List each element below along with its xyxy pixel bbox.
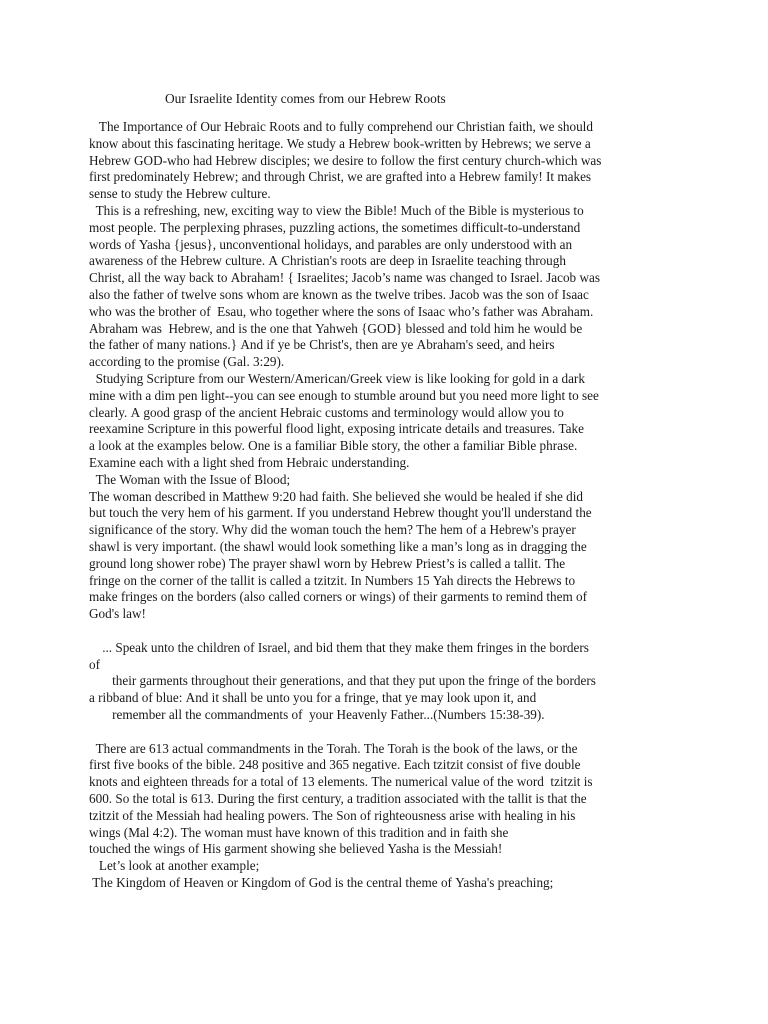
text-line: fringe on the corner of the tallit is called a tzitzit. In Numbers 15 Yah directs the Hebrews to <box>89 572 576 588</box>
text-line: The woman described in Matthew 9:20 had faith. She believed she would be healed if she did <box>89 488 584 504</box>
text-line: who was the brother of Esau, who together where the sons of Isaac who’s father was Abraham. <box>89 303 594 319</box>
text-line: according to the promise (Gal. 3:29). <box>89 354 285 370</box>
text-line: significance of the story. Why did the woman touch the hem? The hem of a Hebrew's prayer <box>89 522 576 538</box>
text-line: sense to study the Hebrew culture. <box>89 186 271 202</box>
text-line: Studying Scripture from our Western/American/Greek view is like looking for gold in a dark <box>89 371 585 386</box>
text-line: first predominately Hebrew; and through Christ, we are grafted into a Hebrew family! It makes <box>89 169 592 185</box>
text-line: reexamine Scripture in this powerful flood light, exposing intricate details and treasures. Take <box>89 421 584 437</box>
text-line: Let’s look at another example; <box>89 858 260 874</box>
text-line: most people. The perplexing phrases, puzzling actions, the sometimes difficult-to-understand <box>89 219 581 235</box>
text-line: words of Yasha {jesus}, unconventional holidays, and parables are only understood with an <box>89 236 573 252</box>
text-line: Examine each with a light shed from Hebraic understanding. <box>89 455 410 470</box>
text-line: The Woman with the Issue of Blood; <box>89 471 291 487</box>
text-line: clearly. A good grasp of the ancient Hebraic customs and terminology would allow you to <box>89 404 564 420</box>
text-line: of <box>89 656 100 672</box>
text-line: a ribband of blue: And it shall be unto you for a fringe, that ye may look upon it, and <box>89 690 537 706</box>
text-line: make fringes on the borders (also called corners or wings) of their garments to remind them of <box>89 589 588 605</box>
text-line: wings (Mal 4:2). The woman must have known of this tradition and in faith she <box>89 824 509 840</box>
text-line: tzitzit of the Messiah had healing powers. The Son of righteousness arise with healing in his <box>89 807 576 823</box>
text-line: remember all the commandments of your Heavenly Father...(Numbers 15:38-39). <box>89 707 545 722</box>
text-line: a look at the examples below. One is a familiar Bible story, the other a familiar Bible phrase. <box>89 438 578 454</box>
text-line: also the father of twelve sons whom are known as the twelve tribes. Jacob was the son of Isaac <box>89 287 589 302</box>
text-line: mine with a dim pen light--you can see enough to stumble around but you need more light to see <box>89 387 599 403</box>
text-line: The Kingdom of Heaven or Kingdom of God is the central theme of Yasha's preaching; <box>89 875 554 890</box>
text-line: Christ, all the way back to Abraham! { Israelites; Jacob’s name was changed to Israel. Jacob was <box>89 270 600 286</box>
text-line: first five books of the bible. 248 positive and 365 negative. Each tzitzit consist of five double <box>89 757 581 773</box>
text-line: ground long shower robe) The prayer shawl worn by Hebrew Priest’s is called a tallit. The <box>89 555 566 571</box>
text-line: Hebrew GOD-who had Hebrew disciples; we desire to follow the first century church-which was <box>89 152 602 168</box>
text-line: Abraham was Hebrew, and is the one that Yahweh {GOD} blessed and told him he would be <box>89 320 583 336</box>
text-line: awareness of the Hebrew culture. A Christian's roots are deep in Israelite teaching through <box>89 253 566 269</box>
text-line: The Importance of Our Hebraic Roots and to fully comprehend our Christian faith, we should <box>89 119 593 134</box>
text-line: their garments throughout their generations, and that they put upon the fringe of the borders <box>89 673 596 689</box>
document-title: Our Israelite Identity comes from our Hebrew Roots <box>165 91 446 106</box>
text-line: This is a refreshing, new, exciting way to view the Bible! Much of the Bible is mysterious to <box>89 203 584 218</box>
text-line: knots and eighteen threads for a total of 13 elements. The numerical value of the word tzitzit is <box>89 774 593 790</box>
text-line: touched the wings of His garment showing she believed Yasha is the Messiah! <box>89 841 503 857</box>
text-line: God's law! <box>89 606 146 622</box>
text-line: but touch the very hem of his garment. If you understand Hebrew thought you'll understand the <box>89 505 592 521</box>
text-line: shawl is very important. (the shawl would look something like a man’s long as in dragging the <box>89 539 587 554</box>
text-line: There are 613 actual commandments in the Torah. The Torah is the book of the laws, or the <box>89 740 578 756</box>
text-line: ... Speak unto the children of Israel, and bid them that they make them fringes in the borders <box>89 639 589 655</box>
text-line: the father of many nations.} And if ye be Christ's, then are ye Abraham's seed, and heirs <box>89 337 555 353</box>
text-line: know about this fascinating heritage. We study a Hebrew book-written by Hebrews; we serve a <box>89 135 591 151</box>
text-line: 600. So the total is 613. During the first century, a tradition associated with the tallit is that the <box>89 791 587 806</box>
